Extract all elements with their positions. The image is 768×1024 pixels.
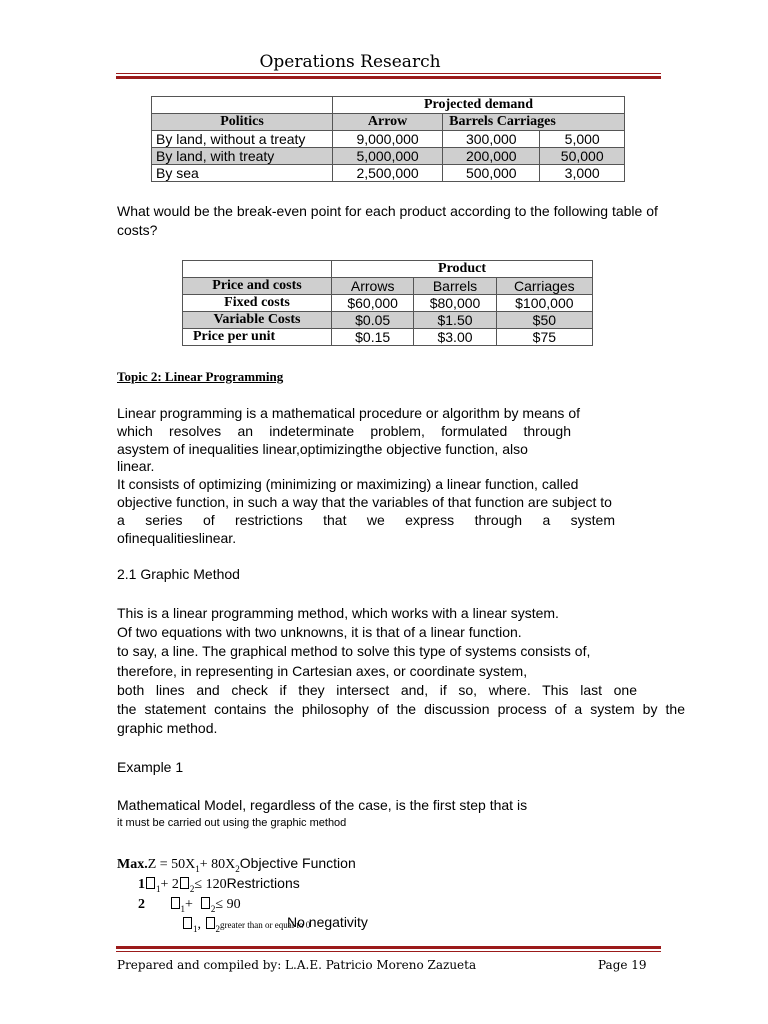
- paragraph-line: asystem of inequalities linear,optimizingthe objective function, also: [117, 440, 528, 457]
- paragraph-line: objective function, in such a way that the variables of that function are subject to: [117, 493, 612, 510]
- table-cell: 9,000,000: [333, 131, 443, 148]
- table-cell: 5,000,000: [333, 148, 443, 165]
- col-arrows: Arrows: [332, 278, 414, 295]
- table-cell: By sea: [152, 165, 333, 182]
- paragraph-line: the statement contains the philosophy of the discussion process of a system by the: [117, 701, 685, 718]
- paragraph-line: This is a linear programming method, which works with a linear system.: [117, 605, 559, 621]
- table-cell: $80,000: [414, 295, 496, 312]
- max-label: Max.: [117, 857, 148, 872]
- table-cell: By land, with treaty: [152, 148, 333, 165]
- restriction-1-part-a: + 2: [160, 877, 179, 892]
- table-cell: Price per unit: [183, 329, 332, 346]
- header-rule-thick: [116, 76, 661, 79]
- missing-glyph-icon: [171, 897, 180, 909]
- cost-table: [182, 260, 593, 346]
- restriction-2-number: 2: [138, 897, 145, 912]
- paragraph-line: which resolves an indeterminate problem, formulated through: [117, 422, 571, 439]
- paragraph-line: a series of restrictions that we express through a system: [117, 511, 615, 528]
- break-even-question: What would be the break-even point for each product according to the following table of costs?: [117, 203, 658, 238]
- paragraph-line: It consists of optimizing (minimizing or maximizing) a linear function, called: [117, 476, 579, 493]
- restriction-2-part-b: ≤ 90: [215, 897, 241, 912]
- nonnegativity-condition: greater than or equal to 0: [220, 920, 311, 930]
- table-cell: $75: [496, 329, 592, 346]
- col-arrow: Arrow: [333, 114, 443, 131]
- paragraph-line: to say, a line. The graphical method to solve this type of systems consists of,: [117, 643, 591, 660]
- missing-glyph-icon: [201, 897, 210, 909]
- table-cell: By land, without a treaty: [152, 131, 333, 148]
- paragraph-line: Of two equations with two unknowns, it is that of a linear function.: [117, 624, 522, 641]
- footer-page-number: Page 19: [598, 958, 647, 972]
- restrictions-label: Restrictions: [226, 875, 300, 891]
- table-cell: $3.00: [414, 329, 496, 346]
- paragraph-line: both lines and check if they intersect and, if so, where. This last one: [117, 681, 637, 698]
- restriction-2-part-a: +: [185, 897, 193, 912]
- restriction-1-line: 1 $_1$+ 2 $_2$≤ 120Restrictions: [138, 875, 300, 894]
- missing-glyph-icon: [183, 917, 192, 929]
- objective-label: Objective Function: [239, 855, 356, 871]
- missing-glyph-icon: [180, 877, 189, 889]
- demand-table: [151, 96, 625, 182]
- graphic-paragraph: [117, 604, 685, 738]
- table-cell: $0.15: [332, 329, 414, 346]
- table-cell: $50: [496, 312, 592, 329]
- section-heading-graphic-method: 2.1 Graphic Method: [117, 566, 240, 582]
- footer-author: Prepared and compiled by: L.A.E. Patricio Moreno Zazueta: [117, 958, 477, 972]
- table-cell: 3,000: [540, 165, 625, 182]
- paragraph-line: ofinequalitieslinear.: [117, 529, 237, 546]
- table-cell: 200,000: [443, 148, 540, 165]
- table-cell: $0.05: [332, 312, 414, 329]
- objective-expression: Z = 50X: [147, 857, 196, 872]
- col-barrels: Barrels: [414, 278, 496, 295]
- table-cell: 300,000: [443, 131, 540, 148]
- nonnegativity-line: $_1$, $_2$greater than or equal to 0: [182, 917, 310, 934]
- model-line-2: it must be carried out using the graphic method: [117, 817, 347, 829]
- page-header-title: Operations Research: [259, 52, 441, 72]
- col-politics: Politics: [152, 114, 333, 131]
- objective-expression-mid: + 80X: [199, 857, 236, 872]
- table-cell: 5,000: [540, 131, 625, 148]
- paragraph-line: linear.: [117, 458, 155, 475]
- table-cell: $60,000: [332, 295, 414, 312]
- product-group-header: Product: [332, 261, 593, 278]
- example-heading: Example 1: [117, 759, 184, 775]
- nonnegativity-label: No negativity: [287, 914, 368, 930]
- col-price-costs: Price and costs: [183, 278, 332, 295]
- footer-rule-thin: [116, 951, 661, 952]
- missing-glyph-icon: [206, 917, 215, 929]
- paragraph-line: therefore, in representing in Cartesian axes, or coordinate system,: [117, 662, 528, 679]
- missing-glyph-icon: [146, 877, 155, 889]
- paragraph-line: graphic method.: [117, 720, 218, 737]
- table-cell: Fixed costs: [183, 295, 332, 312]
- model-line-1: Mathematical Model, regardless of the case, is the first step that is: [117, 797, 528, 813]
- table-cell: 2,500,000: [333, 165, 443, 182]
- table-cell: Variable Costs: [183, 312, 332, 329]
- restriction-1-number: 1: [138, 877, 145, 892]
- col-barrels-carriages: Barrels Carriages: [443, 114, 625, 131]
- demand-group-header: Projected demand: [333, 97, 625, 114]
- objective-function-line: $Max.Z = 50X_1+$ $80X_2Objective$ Function: [117, 855, 356, 874]
- header-rule-thin: [116, 73, 661, 74]
- table-cell: 500,000: [443, 165, 540, 182]
- paragraph-line: Linear programming is a mathematical procedure or algorithm by means of: [117, 405, 580, 421]
- restriction-1-part-b: ≤ 120: [194, 877, 227, 892]
- table-cell: $100,000: [496, 295, 592, 312]
- table-cell: 50,000: [540, 148, 625, 165]
- col-carriages: Carriages: [496, 278, 592, 295]
- topic-heading: Topic 2: Linear Programming: [117, 369, 284, 384]
- restriction-2-line: 2 $_1$+ $_2$≤ 90: [138, 897, 241, 914]
- lp-paragraph: [117, 405, 615, 547]
- table-cell: $1.50: [414, 312, 496, 329]
- footer-rule-thick: [116, 946, 661, 949]
